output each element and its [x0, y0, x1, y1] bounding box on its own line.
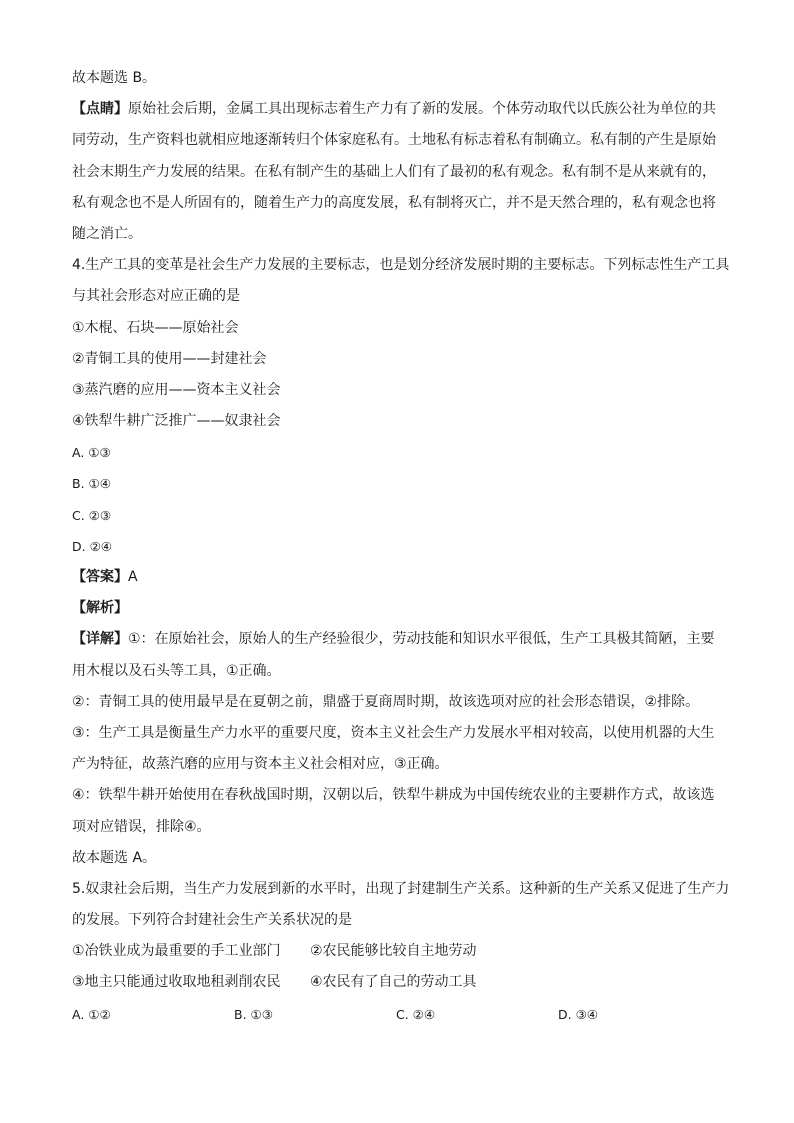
dianjing-line-4: 私有观念也不是人所固有的，随着生产力的高度发展，私有制将灭亡，并不是天然合理的，私有观念也将 [72, 194, 716, 211]
xiangjie-line-5: 产为特征，故蒸汽磨的应用与资本主义社会相对应，③正确。 [72, 756, 449, 773]
xiangjie-line-6: ④：铁犁牛耕开始使用在春秋战国时期，汉朝以后，铁犁牛耕成为中国传统农业的主要耕作方式，故该选 [72, 787, 715, 804]
xiangjie-line-3: ②：青铜工具的使用最早是在夏朝之前，鼎盛于夏商周时期，故该选项对应的社会形态错误，②排除。 [72, 693, 700, 710]
question-4-statement-3: ③蒸汽磨的应用——资本主义社会 [72, 381, 281, 398]
jiexi-label: 【解析】 [72, 600, 128, 617]
xiangjie-line-2: 用木棍以及石头等工具，①正确。 [72, 662, 281, 679]
question-5-statements-row-2 [72, 967, 732, 998]
question-5-statements-row-1 [72, 936, 732, 967]
question-4-stem: 4.生产工具的变革是社会生产力发展的主要标志，也是划分经济发展时期的主要标志。下列标志性生产工具 [72, 257, 730, 274]
question-5-statement-4: ④农民有了自己的劳动工具 [310, 974, 477, 991]
question-5-statement-3: ③地主只能通过收取地租剥削农民 [72, 974, 281, 991]
question-5-option-d: D. ③④ [558, 1006, 598, 1022]
xiangjie-line [72, 624, 732, 655]
answer-line [72, 562, 732, 593]
question-4-statement-2: ②青铜工具的使用——封建社会 [72, 350, 267, 367]
dianjing-line-5: 随之消亡。 [72, 225, 142, 242]
answer-label: 【答案】 [72, 569, 128, 585]
conclusion-line: 故本题选 B。 [72, 70, 157, 86]
question-4-stem-2: 与其社会形态对应正确的是 [72, 288, 240, 305]
question-4-option-c: C. ②③ [72, 507, 112, 523]
question-5-options [72, 999, 732, 1030]
question-5-option-a: A. ①② [72, 1006, 111, 1022]
question-5-statement-1: ①冶铁业成为最重要的手工业部门 [72, 943, 281, 960]
question-5-stem: 5.奴隶社会后期，当生产力发展到新的水平时，出现了封建制生产关系。这种新的生产关系又促进了生产力 [72, 880, 730, 897]
question-4-conclusion: 故本题选 A。 [72, 849, 157, 866]
question-4-option-a: A. ①③ [72, 445, 111, 461]
dianjing-line-2: 同劳动，生产资料也就相应地逐渐转归个体家庭私有。土地私有标志着私有制确立。私有制的产生是原始 [72, 132, 716, 149]
question-4-option-b: B. ①④ [72, 476, 111, 492]
document-page [72, 63, 732, 1030]
question-5-option-c: C. ②④ [396, 1006, 436, 1022]
question-4-option-d: D. ②④ [72, 538, 112, 554]
question-5-stem-2: 的发展。下列符合封建社会生产关系状况的是 [72, 912, 352, 929]
dianjing-text: 原始社会后期，金属工具出现标志着生产力有了新的发展。个体劳动取代以氏族公社为单位的共 [128, 101, 716, 118]
dianjing-line [72, 94, 732, 125]
answer-value: A [128, 569, 138, 585]
question-5-option-b: B. ①③ [234, 1006, 273, 1022]
dianjing-label: 【点睛】 [72, 101, 128, 118]
question-4-statement-1: ①木棍、石块——原始社会 [72, 319, 239, 336]
xiangjie-line-7: 项对应错误，排除④。 [72, 818, 211, 835]
xiangjie-line-4: ③：生产工具是衡量生产力水平的重要尺度，资本主义社会生产力发展水平相对较高，以使用机器的大生 [72, 724, 715, 741]
question-5-statement-2: ②农民能够比较自主地劳动 [310, 943, 477, 960]
dianjing-line-3: 社会末期生产力发展的结果。在私有制产生的基础上人们有了最初的私有观念。私有制不是从来就有的， [72, 163, 716, 180]
xiangjie-label: 【详解】 [72, 631, 128, 648]
question-4-statement-4: ④铁犁牛耕广泛推广——奴隶社会 [72, 413, 281, 430]
xiangjie-text: ①：在原始社会，原始人的生产经验很少，劳动技能和知识水平很低，生产工具极其简陋，主要 [128, 631, 715, 648]
